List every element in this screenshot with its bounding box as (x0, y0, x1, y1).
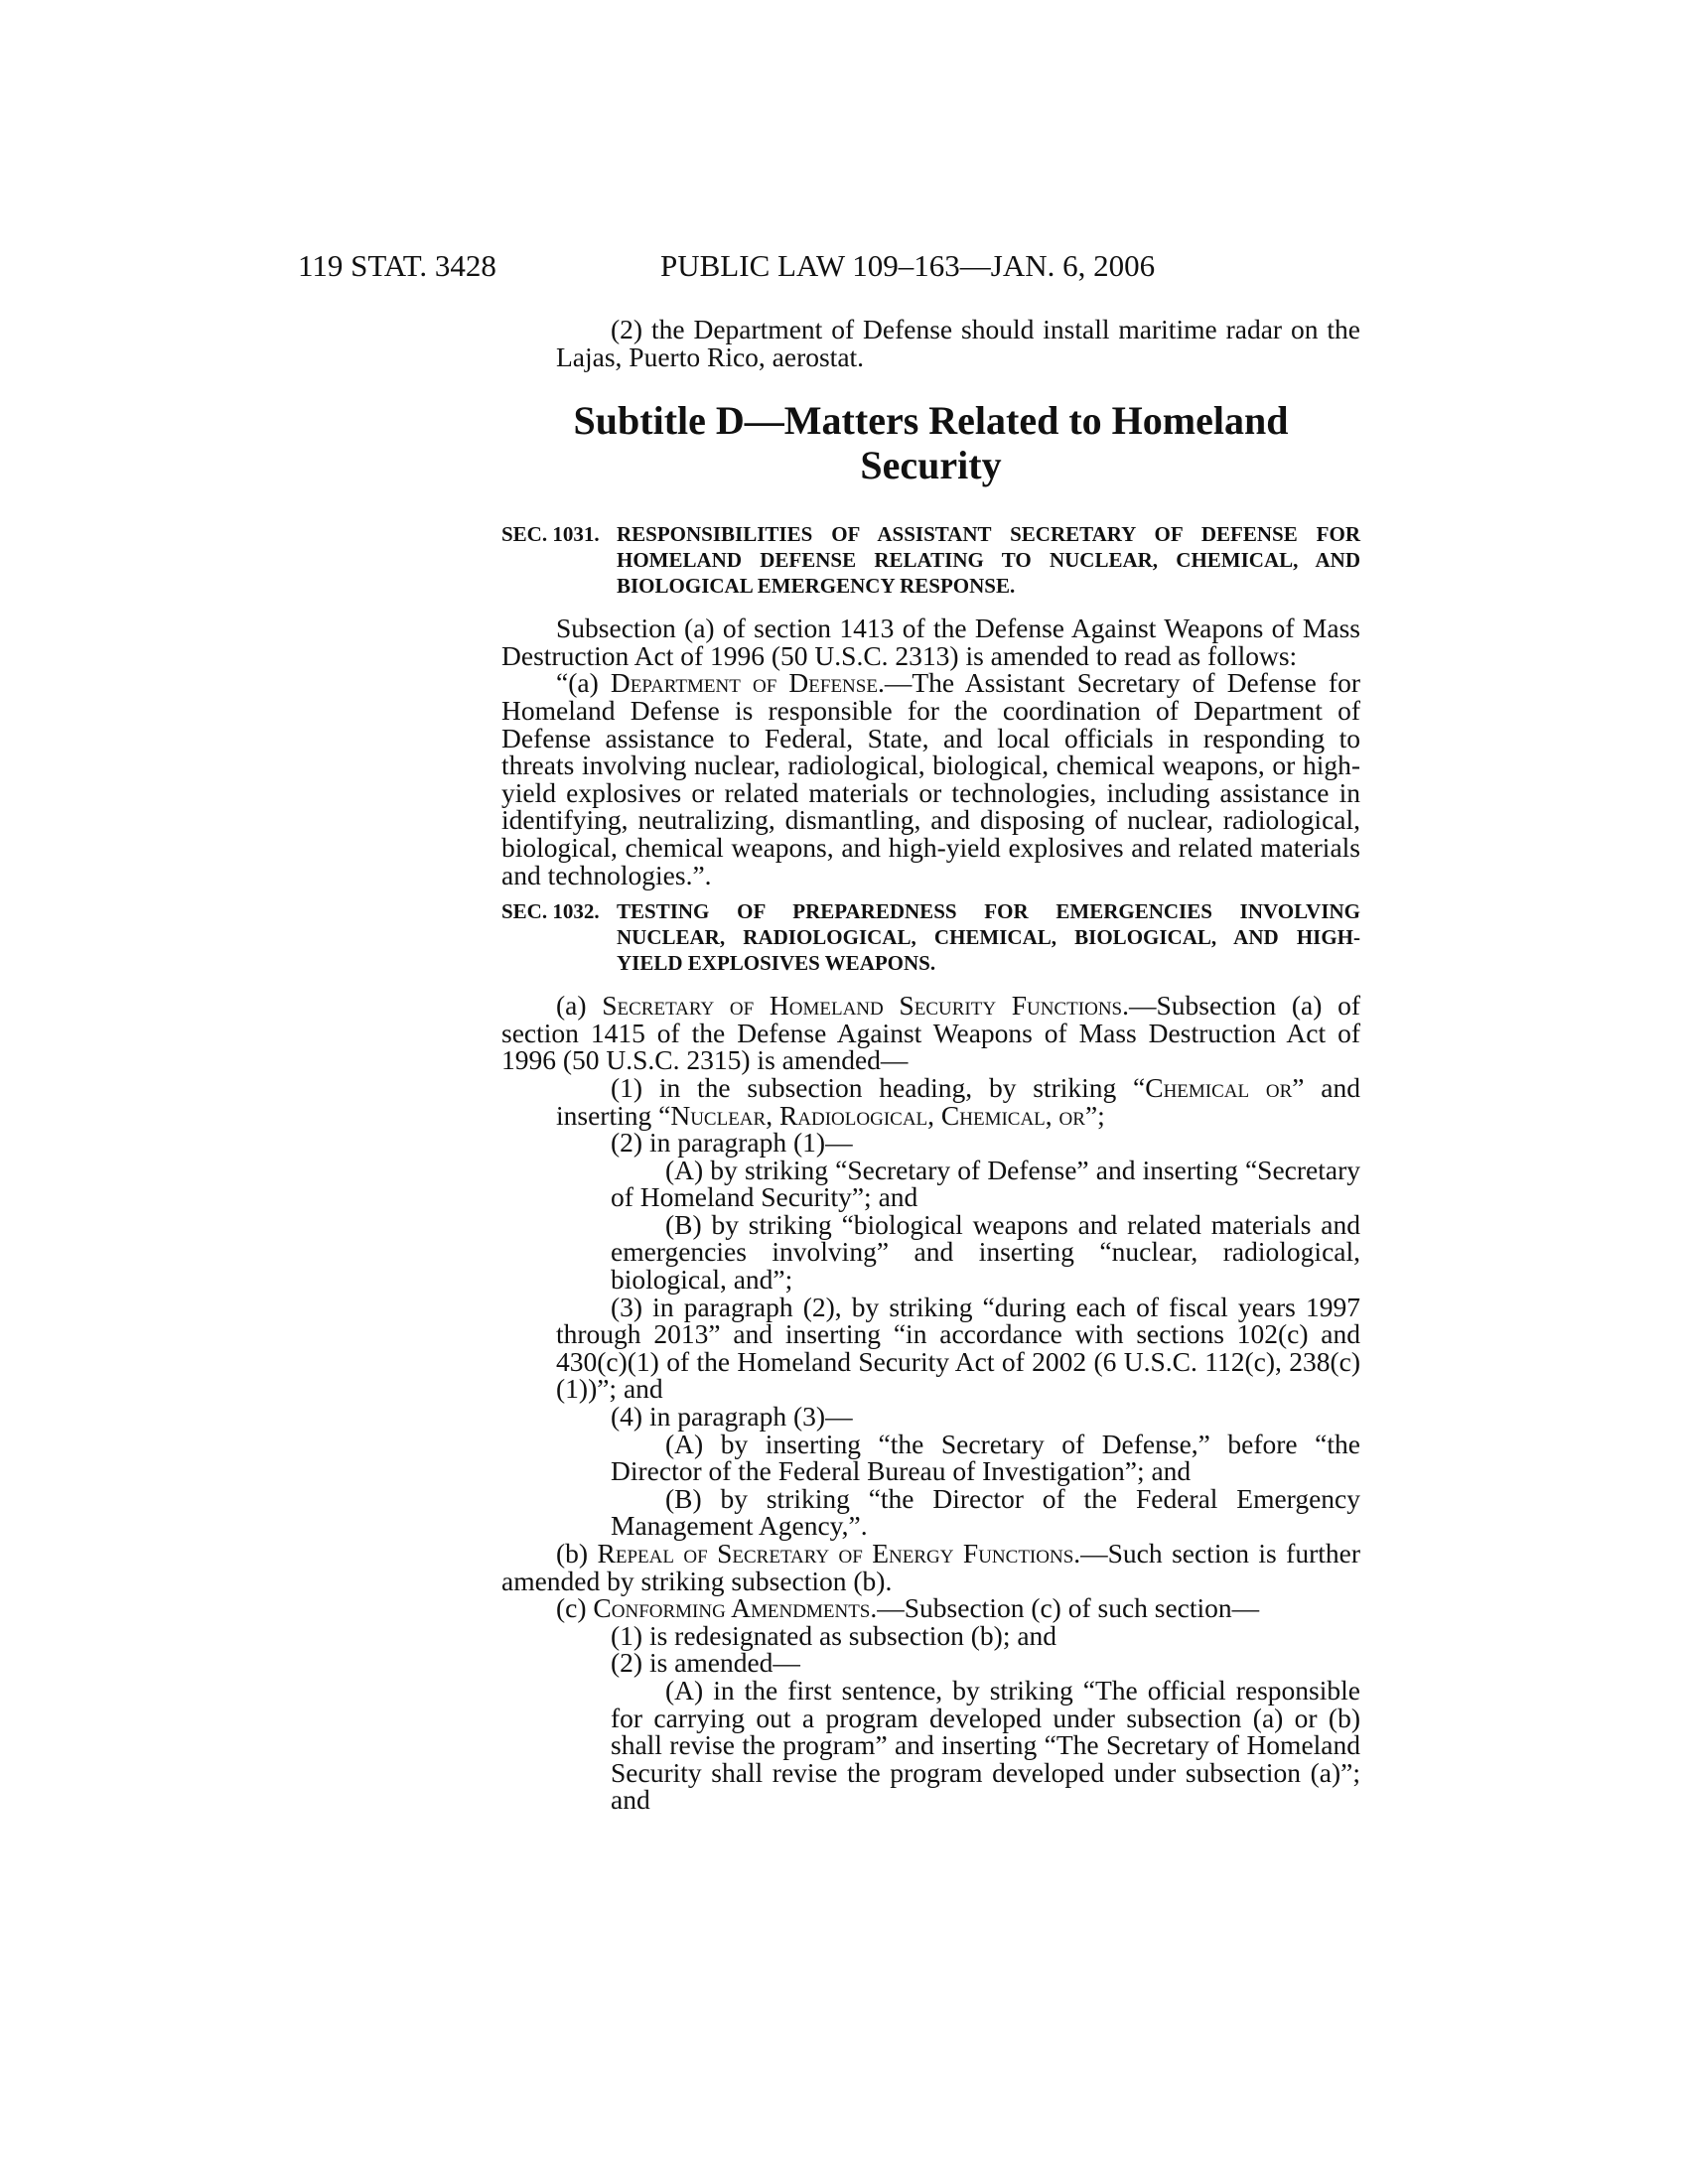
subparagraph-c-2-A: (A) in the first sentence, by striking “The official responsible for carrying out a program developed under subsection (a) or (b) shall revise the program” and inserting “The Secretary of Homeland Security shall revise the program developed under subsection (a)”; and (611, 1674, 1360, 1816)
subsection-heading: Department of Defense (610, 667, 878, 699)
intro-paragraph: (2) the Department of Defense should install maritime radar on the Lajas, Puerto Rico, aerostat. (556, 314, 1360, 372)
public-law-citation: PUBLIC LAW 109–163—JAN. 6, 2006 (660, 248, 1156, 283)
subparagraph-a-2-B: (B) by striking “biological weapons and related materials and emergencies involving” and inserting “nuclear, radiological, biological, and”; (611, 1208, 1360, 1296)
paragraph-a-4: (4) in paragraph (3)— (611, 1401, 853, 1433)
subsection-c: (c) Conforming Amendments.—Subsection (c) of such section— (556, 1592, 1260, 1624)
subparagraph-a-4-A: (A) by inserting “the Secretary of Defense,” before “the Director of the Federal Bureau of Investigation”; and (611, 1428, 1360, 1487)
section-number: SEC. 1032. (501, 899, 600, 924)
paragraph-c-2: (2) is amended— (611, 1647, 800, 1679)
subsection-heading: Conforming Amendments (593, 1592, 871, 1624)
paragraph-a-1: (1) in the subsection heading, by striking “Chemical or” and inserting “Nuclear, Radiological, Chemical, or”; (556, 1071, 1360, 1131)
subsection-a: (a) Secretary of Homeland Security Functions.—Subsection (a) of section 1415 of the Defense Against Weapons of Mass Destruction Act of 1996 (50 U.S.C. 2315) is amended— (501, 990, 1360, 1076)
subparagraph-a-2-A: (A) by striking “Secretary of Defense” and inserting “Secretary of Homeland Security”; and (611, 1154, 1360, 1213)
subsection-heading: Repeal of Secretary of Energy Functions (597, 1538, 1074, 1569)
section-1031-heading (501, 521, 1360, 599)
subparagraph-a-4-B: (B) by striking “the Director of the Federal Emergency Management Agency,”. (611, 1482, 1360, 1542)
section-title: RESPONSIBILITIES OF ASSISTANT SECRETARY OF DEFENSE FOR HOMELAND DEFENSE RELATING TO NUCLEAR, CHEMICAL, AND BIOLOGICAL EMERGENCY RESPONSE. (617, 522, 1360, 599)
section-1031-paragraph-2: “(a) Department of Defense.—The Assistant Secretary of Defense for Homeland Defense is responsible for the coordination of Department of Defense assistance to Federal, State, and local officials in responding to threats involving nuclear, radiological, biological, chemical weapons, or high-yield explosives or related materials or technologies, including assistance in identifying, neutralizing, dismantling, and disposing of nuclear, radiological, biological, chemical weapons, and high-yield explosives and related materials and technologies.”. (501, 667, 1360, 890)
statute-page-number: 119 STAT. 3428 (298, 248, 496, 283)
section-1031-paragraph-1: Subsection (a) of section 1413 of the Defense Against Weapons of Mass Destruction Act of 1996 (50 U.S.C. 2313) is amended to read as follows: (501, 613, 1360, 671)
section-number: SEC. 1031. (501, 522, 600, 547)
paragraph-c-1: (1) is redesignated as subsection (b); and (611, 1619, 1057, 1651)
subsection-heading: Secretary of Homeland Security Functions (602, 990, 1123, 1022)
subsection-b: (b) Repeal of Secretary of Energy Functions.—Such section is further amended by striking subsection (b). (501, 1538, 1360, 1596)
section-title: TESTING OF PREPAREDNESS FOR EMERGENCIES INVOLVING NUCLEAR, RADIOLOGICAL, CHEMICAL, BIOLOGICAL, AND HIGH-YIELD EXPLOSIVES WEAPONS. (617, 899, 1360, 976)
section-1032-heading (501, 898, 1360, 976)
document-body (501, 316, 1360, 1814)
paragraph-a-2: (2) in paragraph (1)— (611, 1127, 853, 1159)
paragraph-a-3: (3) in paragraph (2), by striking “during each of fiscal years 1997 through 2013” and inserting “in accordance with sections 102(c) and 430(c)(1) of the Homeland Security Act of 2002 (6 U.S.C. 112(c), 238(c)(1))”; and (556, 1291, 1360, 1405)
subtitle-heading: Subtitle D—Matters Related to Homeland Security (573, 398, 1289, 488)
